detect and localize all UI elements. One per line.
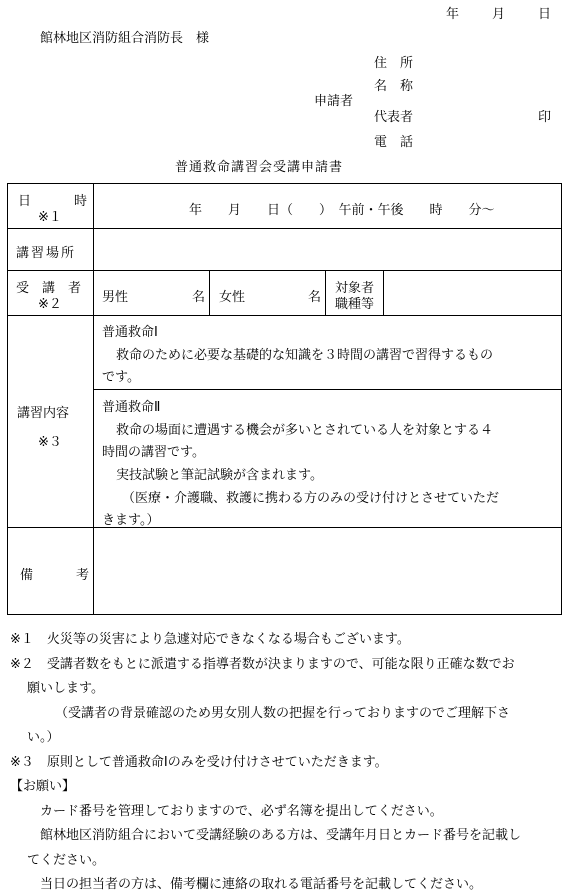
course1-line2: です。: [102, 370, 140, 385]
datetime-label: 日 時: [18, 194, 89, 209]
recipient: 館林地区消防組合消防長 様: [40, 31, 210, 46]
request-3: 当日の担当者の方は、備考欄に連絡の取れる電話番号を記載してください。: [40, 877, 483, 892]
applicant-label: 申請者: [314, 94, 354, 109]
course2-line3: 実技試験と筆記試験が含まれます。: [116, 468, 323, 483]
note-2-line1: ※２ 受講者数をもとに派遣する指導者数が決まりますので、可能な限り正確な数でお: [10, 657, 515, 672]
remarks-label-2: 考: [76, 568, 90, 583]
note-2-line2: 願いします。: [27, 681, 104, 696]
content-label: 講習内容: [17, 406, 70, 421]
target-label-2: 職種等: [335, 297, 375, 312]
application-form: [7, 183, 562, 615]
remarks-value-cell[interactable]: [94, 528, 562, 615]
course2-line5: きます。）: [102, 513, 160, 528]
content-header: [8, 316, 94, 528]
datetime-row: [8, 184, 562, 229]
attendees-row: [8, 271, 562, 316]
course2-line1: 救命の場面に遭遇する機会が多いとされている人を対象とする４: [116, 423, 494, 438]
phone-label: 電 話: [374, 135, 414, 150]
request-2-line2: てください。: [27, 853, 106, 868]
place-label: 講習場所: [16, 246, 77, 261]
target-label-1: 対象者: [335, 281, 375, 296]
date-month: 月: [492, 7, 506, 22]
course2-line4: （医療・介護職、救護に携わる方のみの受け付けとさせていただ: [122, 491, 500, 506]
attendees-value-cell: [94, 271, 562, 316]
datetime-note: ※１: [38, 210, 62, 225]
representative-label: 代表者: [374, 110, 414, 125]
request-heading: 【お願い】: [10, 779, 76, 794]
course1-title: 普通救命Ⅰ: [102, 325, 158, 340]
name-label: 名 称: [374, 79, 414, 94]
attendees-divider-2: [325, 271, 326, 316]
course1-line1: 救命のために必要な基礎的な知識を３時間の講習で習得するもの: [116, 348, 494, 363]
attendees-note: ※２: [38, 297, 62, 312]
female-label: 女性: [219, 290, 246, 305]
place-row: [8, 229, 562, 271]
content-note: ※３: [38, 435, 62, 450]
date-year: 年: [446, 7, 460, 22]
attendees-divider-3: [383, 271, 384, 316]
remarks-header: [8, 528, 94, 615]
remarks-label-1: 備: [20, 568, 34, 583]
note-1: ※１ 火災等の災害により急遽対応できなくなる場合もございます。: [10, 632, 410, 647]
course2-title: 普通救命Ⅱ: [102, 400, 161, 415]
attendees-header: [8, 271, 94, 316]
attendees-label: 受 講 者: [16, 281, 82, 296]
remarks-row: [8, 528, 562, 615]
female-unit: 名: [308, 290, 322, 305]
note-2-line4: い。）: [27, 730, 60, 745]
seal-mark: 印: [538, 110, 552, 125]
request-2-line1: 館林地区消防組合において受講経験のある方は、受講年月日とカード番号を記載し: [40, 828, 522, 843]
datetime-value-cell[interactable]: [94, 184, 562, 229]
course1-row: [8, 316, 562, 390]
course2-cell[interactable]: [94, 390, 562, 528]
note-3: ※３ 原則として普通救命Ⅰのみを受け付けさせていただきます。: [10, 755, 388, 770]
attendees-divider-1: [209, 271, 210, 316]
datetime-value: 年 月 日（ ） 午前・午後 時 分～: [189, 203, 495, 218]
place-header: [8, 229, 94, 271]
place-value-cell[interactable]: [94, 229, 562, 271]
male-unit: 名: [192, 290, 206, 305]
request-1: カード番号を管理しておりますので、必ず名簿を提出してください。: [40, 804, 443, 819]
course1-cell[interactable]: [94, 316, 562, 390]
document-title: 普通救命講習会受講申請書: [175, 160, 344, 175]
course2-line2: 時間の講習です。: [102, 445, 205, 460]
note-2-line3: （受講者の背景確認のため男女別人数の把握を行っておりますのでご理解下さ: [55, 706, 511, 721]
date-day: 日: [538, 7, 552, 22]
address-label: 住 所: [374, 56, 414, 71]
datetime-header: [8, 184, 94, 229]
male-label: 男性: [102, 290, 129, 305]
